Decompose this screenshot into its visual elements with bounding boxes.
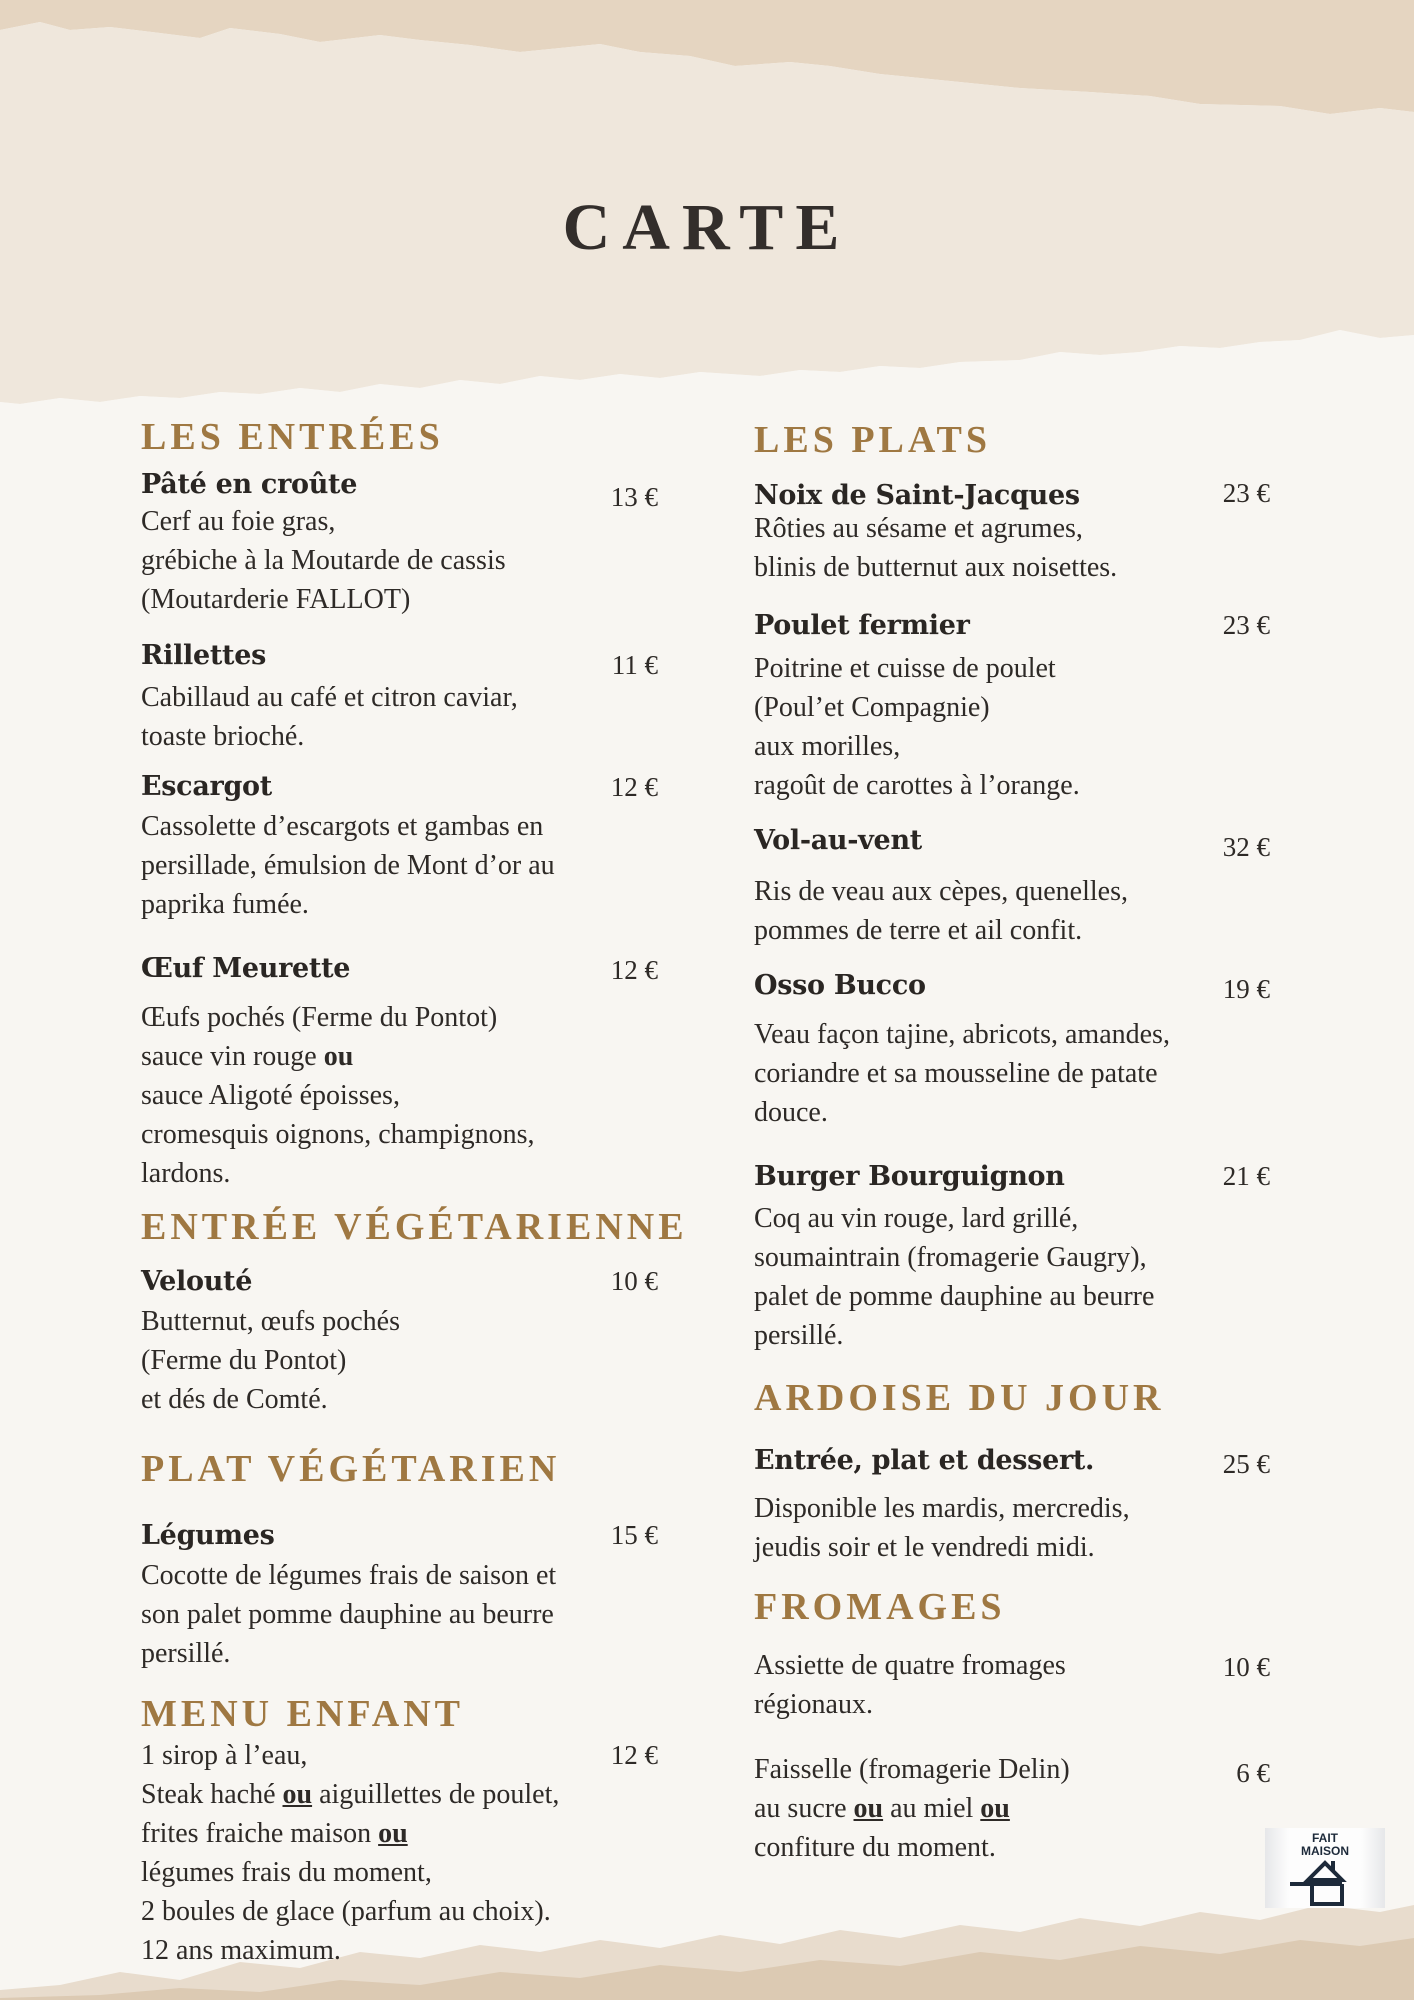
text-fragment: au miel (883, 1793, 981, 1824)
dish-description: 1 sirop à l’eau, (141, 1740, 308, 1771)
dish-description: Rôties au sésame et agrumes, (754, 513, 1083, 544)
section-heading-entrees: LES ENTRÉES (141, 416, 444, 458)
dish-description: Butternut, œufs pochés (141, 1306, 400, 1337)
dish-description: persillé. (141, 1638, 231, 1669)
dish-description: douce. (754, 1097, 828, 1128)
dish-price: 21 € (1222, 1161, 1270, 1191)
logo-text-line1: FAIT (1312, 1831, 1338, 1845)
dish-price: 6 € (1236, 1758, 1270, 1788)
dish-description: Veau façon tajine, abricots, amandes, (754, 1019, 1170, 1050)
dish-description: lardons. (141, 1158, 231, 1189)
dish-price: 32 € (1222, 832, 1270, 862)
dish-description (141, 1043, 353, 1071)
dish-description: confiture du moment. (754, 1832, 996, 1863)
dish-description: (Ferme du Pontot) (141, 1345, 347, 1376)
dish-description: ragoût de carottes à l’orange. (754, 770, 1080, 801)
dish-description: Faisselle (fromagerie Delin) (754, 1754, 1070, 1785)
text-fragment: au sucre (754, 1793, 854, 1824)
dish-price: 23 € (1222, 610, 1270, 640)
dish-description: sauce Aligoté époisses, (141, 1080, 400, 1111)
dish-description: Assiette de quatre fromages (754, 1650, 1066, 1681)
fait-maison-logo (1265, 1828, 1385, 1908)
text-fragment: aiguillettes de poulet, (312, 1779, 560, 1810)
or-emphasis: ou (980, 1793, 1010, 1824)
dish-name: Osso Bucco (754, 970, 926, 1001)
dish-description: Cerf au foie gras, (141, 506, 336, 537)
text-fragment: frites fraiche maison (141, 1818, 379, 1849)
dish-description: aux morilles, (754, 731, 901, 762)
dish-description: Œufs pochés (Ferme du Pontot) (141, 1002, 498, 1033)
logo-text-line2: MAISON (1301, 1844, 1349, 1858)
section-heading-ardoise-du-jour: ARDOISE DU JOUR (754, 1377, 1165, 1419)
dish-price: 12 € (610, 1740, 658, 1770)
dish-description: Ris de veau aux cèpes, quenelles, (754, 876, 1128, 907)
dish-price: 15 € (610, 1520, 658, 1550)
dish-name: Œuf Meurette (141, 953, 351, 984)
section-heading-plats: LES PLATS (754, 419, 991, 461)
dish-name: Burger Bourguignon (754, 1161, 1065, 1192)
or-emphasis: ou (378, 1818, 408, 1849)
dish-description: palet de pomme dauphine au beurre (754, 1281, 1155, 1312)
dish-description: (Moutarderie FALLOT) (141, 584, 411, 615)
section-heading-menu-enfant: MENU ENFANT (141, 1693, 465, 1735)
dish-name: Escargot (141, 771, 272, 802)
section-heading-fromages: FROMAGES (754, 1586, 1006, 1628)
dish-price: 12 € (610, 772, 658, 802)
or-emphasis: ou (282, 1779, 313, 1810)
or-emphasis: ou (323, 1041, 354, 1072)
dish-description: 12 ans maximum. (141, 1935, 341, 1966)
dish-description: persillade, émulsion de Mont d’or au (141, 850, 555, 881)
dish-price: 10 € (1222, 1652, 1270, 1682)
dish-name: Vol-au-vent (754, 825, 922, 856)
dish-description: soumaintrain (fromagerie Gaugry), (754, 1242, 1147, 1273)
dish-description (754, 1795, 1010, 1823)
dish-description: Poitrine et cuisse de poulet (754, 653, 1056, 684)
dish-name: Rillettes (141, 640, 267, 671)
section-heading-entree-vegetarienne: ENTRÉE VÉGÉTARIENNE (141, 1206, 688, 1248)
dish-price: 23 € (1222, 478, 1270, 508)
dish-description: (Poul’et Compagnie) (754, 692, 990, 723)
dish-description: persillé. (754, 1320, 844, 1351)
dish-description: cromesquis oignons, champignons, (141, 1119, 535, 1150)
dish-description: son palet pomme dauphine au beurre (141, 1599, 554, 1630)
dish-description: Cabillaud au café et citron caviar, (141, 682, 518, 713)
dish-description: toaste brioché. (141, 721, 305, 752)
dish-name: Poulet fermier (754, 610, 970, 641)
dish-price: 10 € (610, 1266, 658, 1296)
dish-description (141, 1781, 559, 1809)
dish-description (141, 1820, 408, 1848)
dish-description: 2 boules de glace (parfum au choix). (141, 1896, 551, 1927)
dish-description: Coq au vin rouge, lard grillé, (754, 1203, 1079, 1234)
dish-price: 12 € (610, 955, 658, 985)
dish-price: 13 € (610, 482, 658, 512)
dish-description: Cassolette d’escargots et gambas en (141, 811, 544, 842)
dish-name: Entrée, plat et dessert. (754, 1445, 1095, 1476)
dish-description: et dés de Comté. (141, 1384, 328, 1415)
dish-description: grébiche à la Moutarde de cassis (141, 545, 506, 576)
dish-name: Pâté en croûte (141, 469, 358, 500)
dish-description: coriandre et sa mousseline de patate (754, 1058, 1158, 1089)
text-fragment: Steak haché (141, 1779, 283, 1810)
dish-name: Velouté (141, 1266, 253, 1297)
dish-name: Légumes (141, 1520, 275, 1551)
dish-description: légumes frais du moment, (141, 1857, 432, 1888)
dish-description: Cocotte de légumes frais de saison et (141, 1560, 557, 1591)
dish-price: 11 € (611, 650, 658, 680)
text-fragment: sauce vin rouge (141, 1041, 324, 1072)
dish-description: régionaux. (754, 1689, 873, 1720)
dish-description: Disponible les mardis, mercredis, (754, 1493, 1130, 1524)
dish-price: 25 € (1222, 1449, 1270, 1479)
dish-description: paprika fumée. (141, 889, 309, 920)
dish-description: pommes de terre et ail confit. (754, 915, 1083, 946)
dish-description: blinis de butternut aux noisettes. (754, 552, 1118, 583)
menu-title: CARTE (562, 191, 852, 264)
house-icon (1265, 1828, 1385, 1908)
or-emphasis: ou (853, 1793, 884, 1824)
dish-price: 19 € (1222, 974, 1270, 1004)
dish-name: Noix de Saint-Jacques (754, 480, 1080, 511)
section-heading-plat-vegetarien: PLAT VÉGÉTARIEN (141, 1448, 561, 1490)
dish-description: jeudis soir et le vendredi midi. (754, 1532, 1095, 1563)
